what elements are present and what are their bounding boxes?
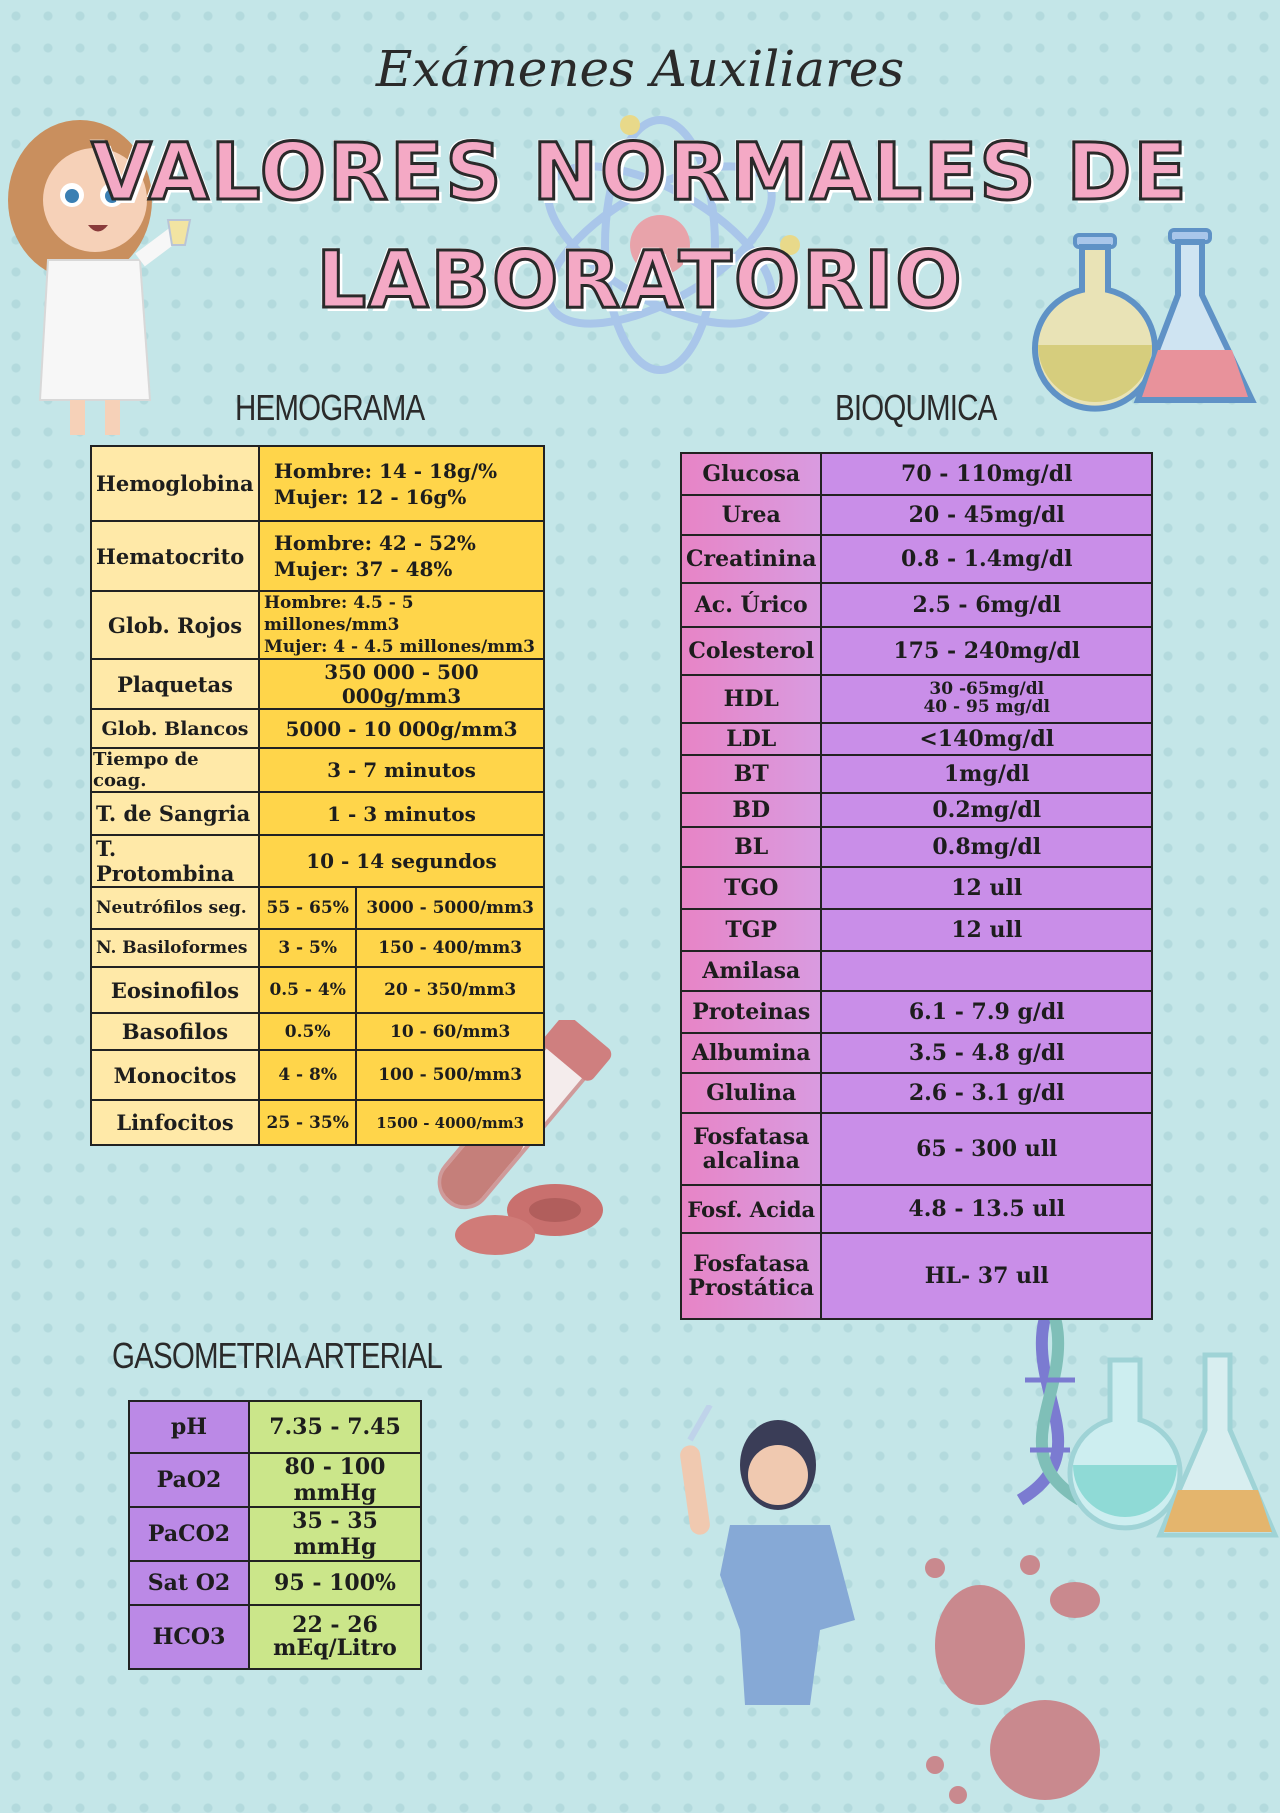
row-label: HCO3 xyxy=(129,1605,249,1669)
row-value: 80 - 100 mmHg xyxy=(249,1453,421,1507)
value-line: 22 - 26 xyxy=(292,1611,378,1638)
table-row xyxy=(91,929,544,967)
row-value: 12 ull xyxy=(821,867,1152,909)
page-title-line2: LABORATORIO xyxy=(316,236,964,326)
row-value: 4.8 - 13.5 ull xyxy=(821,1185,1152,1233)
row-label: Linfocitos xyxy=(91,1100,259,1145)
row-label: T. de Sangria xyxy=(91,792,259,835)
row-label: Creatinina xyxy=(681,535,821,583)
row-value: 2.5 - 6mg/dl xyxy=(821,583,1152,627)
row-abs: 3000 - 5000/mm3 xyxy=(356,887,544,929)
bioquimica-table xyxy=(680,452,1153,1320)
value-line: Mujer: 37 - 48% xyxy=(274,557,453,581)
blood-cells-illustration xyxy=(900,1550,1130,1810)
row-label: LDL xyxy=(681,723,821,755)
table-row xyxy=(681,535,1152,583)
value-line: Mujer: 4 - 4.5 millones/mm3 xyxy=(264,637,535,658)
row-value: 95 - 100% xyxy=(249,1561,421,1605)
row-label: Tiempo de coag. xyxy=(91,748,259,792)
table-row xyxy=(91,835,544,887)
value-line: Hombre: 14 - 18g/% xyxy=(274,458,498,483)
row-label: HDL xyxy=(681,675,821,723)
row-label: Glob. Blancos xyxy=(91,709,259,748)
row-value xyxy=(821,675,1152,723)
table-row xyxy=(91,1013,544,1050)
row-label: Proteinas xyxy=(681,991,821,1033)
table-row xyxy=(129,1605,421,1669)
row-label: Colesterol xyxy=(681,627,821,675)
row-value xyxy=(249,1605,421,1669)
row-label: BL xyxy=(681,827,821,867)
row-value: 350 000 - 500 000g/mm3 xyxy=(259,659,544,709)
row-label: Hematocrito xyxy=(91,521,259,591)
table-row xyxy=(681,675,1152,723)
table-row xyxy=(681,867,1152,909)
subtitle: Exámenes Auxiliares xyxy=(375,40,905,98)
value-line: Hombre: 4.5 - 5 millones/mm3 xyxy=(264,593,414,636)
row-label: Monocitos xyxy=(91,1050,259,1100)
row-value: 3.5 - 4.8 g/dl xyxy=(821,1033,1152,1073)
table-row xyxy=(681,827,1152,867)
row-label: PaCO2 xyxy=(129,1507,249,1561)
row-abs: 150 - 400/mm3 xyxy=(356,929,544,967)
row-value xyxy=(259,591,544,659)
row-abs: 10 - 60/mm3 xyxy=(356,1013,544,1050)
row-pct: 25 - 35% xyxy=(259,1100,356,1145)
row-value: HL- 37 ull xyxy=(821,1233,1152,1319)
row-value xyxy=(821,951,1152,991)
page-title-line1: VALORES NORMALES DE xyxy=(91,128,1189,218)
table-row xyxy=(681,583,1152,627)
table-row xyxy=(91,792,544,835)
table-row xyxy=(681,793,1152,827)
row-value: 0.8 - 1.4mg/dl xyxy=(821,535,1152,583)
row-label: Hemoglobina xyxy=(91,446,259,521)
row-value xyxy=(259,446,544,521)
value-line: mEq/Litro xyxy=(273,1635,397,1661)
hemograma-table xyxy=(90,445,545,1146)
value-line: Hombre: 42 - 52% xyxy=(274,531,476,555)
row-value: 35 - 35 mmHg xyxy=(249,1507,421,1561)
table-row xyxy=(681,627,1152,675)
value-line: 40 - 95 mg/dl xyxy=(923,697,1051,717)
row-label: Glob. Rojos xyxy=(91,591,259,659)
table-row xyxy=(129,1453,421,1507)
row-value: 1 - 3 minutos xyxy=(259,792,544,835)
row-abs: 100 - 500/mm3 xyxy=(356,1050,544,1100)
row-label: Glulina xyxy=(681,1073,821,1113)
gasometria-table xyxy=(128,1400,422,1670)
row-pct: 0.5% xyxy=(259,1013,356,1050)
row-abs: 1500 - 4000/mm3 xyxy=(356,1100,544,1145)
row-label: Urea xyxy=(681,495,821,535)
row-value: 1mg/dl xyxy=(821,755,1152,793)
row-label: N. Basiloformes xyxy=(91,929,259,967)
table-row xyxy=(681,755,1152,793)
row-label: Ac. Úrico xyxy=(681,583,821,627)
row-abs: 20 - 350/mm3 xyxy=(356,967,544,1013)
row-label: Plaquetas xyxy=(91,659,259,709)
row-value: 10 - 14 segundos xyxy=(259,835,544,887)
table-row xyxy=(91,748,544,792)
row-label: pH xyxy=(129,1401,249,1453)
value-line: Mujer: 12 - 16g% xyxy=(274,484,467,509)
table-row xyxy=(681,453,1152,495)
table-row xyxy=(91,1100,544,1145)
row-label: TGO xyxy=(681,867,821,909)
table-row xyxy=(91,521,544,591)
table-row xyxy=(681,1073,1152,1113)
row-label: Amilasa xyxy=(681,951,821,991)
row-label: Basofilos xyxy=(91,1013,259,1050)
row-value: 65 - 300 ull xyxy=(821,1113,1152,1185)
table-row xyxy=(129,1561,421,1605)
row-value: 175 - 240mg/dl xyxy=(821,627,1152,675)
row-value: 12 ull xyxy=(821,909,1152,951)
table-row xyxy=(129,1401,421,1453)
row-value: 6.1 - 7.9 g/dl xyxy=(821,991,1152,1033)
row-label: TGP xyxy=(681,909,821,951)
row-label: Fosf. Acida xyxy=(681,1185,821,1233)
row-label: Fosfatasa alcalina xyxy=(681,1113,821,1185)
table-row xyxy=(91,591,544,659)
row-label: BT xyxy=(681,755,821,793)
row-label: T. Protombina xyxy=(91,835,259,887)
table-row xyxy=(681,1113,1152,1185)
row-label: Sat O2 xyxy=(129,1561,249,1605)
table-row xyxy=(681,495,1152,535)
row-value: 0.8mg/dl xyxy=(821,827,1152,867)
table-row xyxy=(91,709,544,748)
row-value: 20 - 45mg/dl xyxy=(821,495,1152,535)
row-label: PaO2 xyxy=(129,1453,249,1507)
row-label: BD xyxy=(681,793,821,827)
row-label: Albumina xyxy=(681,1033,821,1073)
table-row xyxy=(681,951,1152,991)
value-line: 30 -65mg/dl xyxy=(929,679,1045,700)
table-row xyxy=(681,1233,1152,1319)
row-pct: 3 - 5% xyxy=(259,929,356,967)
table-row xyxy=(681,723,1152,755)
row-value: 0.2mg/dl xyxy=(821,793,1152,827)
row-value xyxy=(259,521,544,591)
row-label: Eosinofilos xyxy=(91,967,259,1013)
row-value: 2.6 - 3.1 g/dl xyxy=(821,1073,1152,1113)
gasometria-title: GASOMETRIA ARTERIAL xyxy=(112,1335,443,1376)
row-pct: 0.5 - 4% xyxy=(259,967,356,1013)
row-pct: 4 - 8% xyxy=(259,1050,356,1100)
row-value: 7.35 - 7.45 xyxy=(249,1401,421,1453)
table-row xyxy=(681,1185,1152,1233)
table-row xyxy=(91,446,544,521)
table-row xyxy=(681,991,1152,1033)
row-label: Fosfatasa Prostática xyxy=(681,1233,821,1319)
nurse-illustration xyxy=(660,1405,880,1705)
table-row xyxy=(91,1050,544,1100)
hemograma-title: HEMOGRAMA xyxy=(235,387,425,428)
row-label: Glucosa xyxy=(681,453,821,495)
table-row xyxy=(91,659,544,709)
bioquimica-title: BIOQUMICA xyxy=(835,387,997,428)
row-label: Neutrófilos seg. xyxy=(91,887,259,929)
table-row xyxy=(91,887,544,929)
row-value: 3 - 7 minutos xyxy=(259,748,544,792)
table-row xyxy=(681,1033,1152,1073)
row-value: 5000 - 10 000g/mm3 xyxy=(259,709,544,748)
table-row xyxy=(129,1507,421,1561)
row-value: <140mg/dl xyxy=(821,723,1152,755)
table-row xyxy=(681,909,1152,951)
table-row xyxy=(91,967,544,1013)
row-value: 70 - 110mg/dl xyxy=(821,453,1152,495)
row-pct: 55 - 65% xyxy=(259,887,356,929)
